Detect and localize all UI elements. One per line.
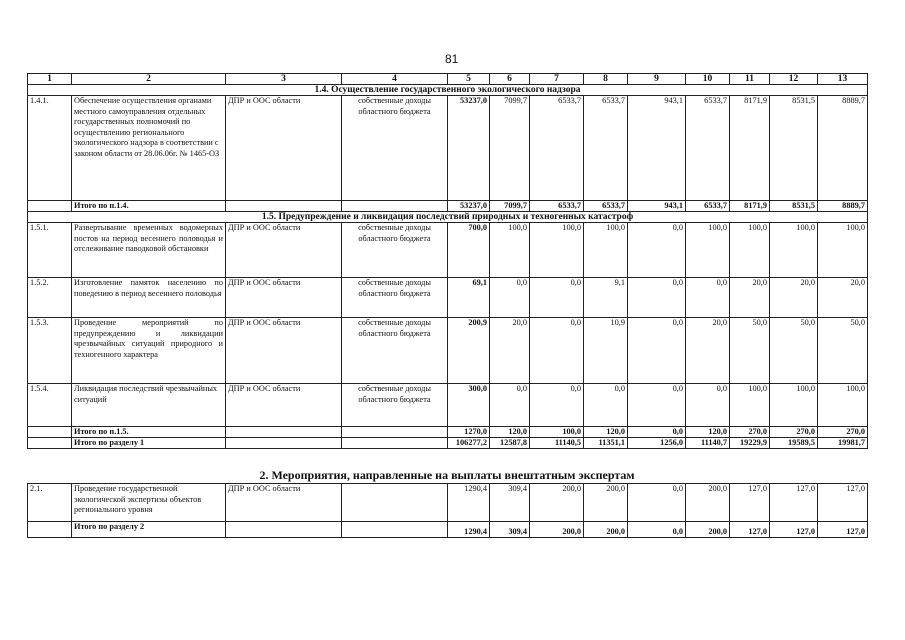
total-row — [28, 201, 868, 212]
cell-value: 127,0 — [770, 522, 818, 538]
cell-value: 100,0 — [770, 384, 818, 427]
row-code: 1.5.3. — [28, 318, 72, 384]
cell-value: 200,9 — [448, 318, 490, 384]
table-row — [28, 278, 868, 318]
cell-value: 6533,7 — [530, 96, 584, 201]
cell-value: 309,4 — [490, 484, 530, 522]
row-name: Изготовление памяток населению по поведению в период весеннего половодья — [72, 278, 226, 318]
cell-value: 20,0 — [818, 278, 868, 318]
cell-value: 0,0 — [628, 427, 686, 438]
row-code: 1.5.4. — [28, 384, 72, 427]
section-title: 1.5. Предупреждение и ликвидация последствий природных и техногенных катастроф — [28, 212, 868, 223]
row-name: Проведение мероприятий по предупреждению и ликвидации чрезвычайных ситуаций природного и техногенного характера — [72, 318, 226, 384]
cell-value: 200,0 — [530, 484, 584, 522]
col-header: 8 — [584, 74, 628, 85]
cell-value: 1290,4 — [448, 522, 490, 538]
cell-value: 700,0 — [448, 223, 490, 278]
row-source — [342, 484, 448, 522]
col-header: 11 — [730, 74, 770, 85]
col-header: 1 — [28, 74, 72, 85]
cell-value: 0,0 — [530, 278, 584, 318]
cell-value: 1270,0 — [448, 427, 490, 438]
row-executor: ДПР и ООС области — [226, 318, 342, 384]
row-code: 1.4.1. — [28, 96, 72, 201]
total-label: Итого по разделу 1 — [72, 438, 226, 449]
cell-value: 127,0 — [730, 484, 770, 522]
cell-value: 200,0 — [686, 522, 730, 538]
cell-value: 100,0 — [818, 223, 868, 278]
cell-value: 9,1 — [584, 278, 628, 318]
table-row — [28, 318, 868, 384]
section-title: 1.4. Осуществление государственного экологического надзора — [28, 85, 868, 96]
row-source: собственные доходы областного бюджета — [342, 384, 448, 427]
total-label: Итого по п.1.4. — [72, 201, 226, 212]
cell-value: 0,0 — [490, 384, 530, 427]
table-row — [28, 484, 868, 522]
col-header: 5 — [448, 74, 490, 85]
table-row — [28, 384, 868, 427]
col-header: 2 — [72, 74, 226, 85]
page-number: 81 — [445, 52, 459, 66]
column-header-row — [28, 74, 868, 85]
row-executor: ДПР и ООС области — [226, 223, 342, 278]
row-source: собственные доходы областного бюджета — [342, 223, 448, 278]
cell-value: 127,0 — [770, 484, 818, 522]
col-header: 4 — [342, 74, 448, 85]
cell-value: 7099,7 — [490, 201, 530, 212]
total-row — [28, 427, 868, 438]
cell-value: 53237,0 — [448, 201, 490, 212]
cell-value: 120,0 — [584, 427, 628, 438]
row-source: собственные доходы областного бюджета — [342, 278, 448, 318]
cell-value: 0,0 — [490, 278, 530, 318]
cell-value: 200,0 — [686, 484, 730, 522]
row-name: Обеспечение осуществления органами местного самоуправления отдельных государственных полномочий по осуществлению регионального экологического надзора в соответствии с законом области от 28.06.06г. № 1465-ОЗ — [72, 96, 226, 201]
cell-value: 127,0 — [730, 522, 770, 538]
col-header: 12 — [770, 74, 818, 85]
row-source: собственные доходы областного бюджета — [342, 318, 448, 384]
cell-value: 100,0 — [686, 223, 730, 278]
section-title: 2. Мероприятия, направленные на выплаты внештатным экспертам — [259, 468, 635, 482]
cell-value: 7099,7 — [490, 96, 530, 201]
table-row — [28, 96, 868, 201]
cell-value: 0,0 — [628, 384, 686, 427]
section-heading-row — [28, 212, 868, 223]
cell-value: 11140,5 — [530, 438, 584, 449]
cell-value: 20,0 — [490, 318, 530, 384]
total-label: Итого по разделу 2 — [72, 522, 226, 538]
row-executor: ДПР и ООС области — [226, 484, 342, 522]
total-row — [28, 522, 868, 538]
cell-value: 11140,7 — [686, 438, 730, 449]
row-code: 1.5.2. — [28, 278, 72, 318]
cell-value: 10,9 — [584, 318, 628, 384]
cell-value: 6533,7 — [686, 96, 730, 201]
cell-value: 20,0 — [730, 278, 770, 318]
col-header: 10 — [686, 74, 730, 85]
cell-value: 200,0 — [584, 522, 628, 538]
table-row — [28, 223, 868, 278]
cell-value: 53237,0 — [448, 96, 490, 201]
col-header: 6 — [490, 74, 530, 85]
cell-value: 0,0 — [686, 384, 730, 427]
cell-value: 100,0 — [530, 427, 584, 438]
cell-value: 1290,4 — [448, 484, 490, 522]
cell-value: 6533,7 — [584, 96, 628, 201]
cell-value: 0,0 — [530, 318, 584, 384]
cell-value: 8171,9 — [730, 96, 770, 201]
cell-value: 8531,5 — [770, 201, 818, 212]
total-row — [28, 438, 868, 449]
row-executor: ДПР и ООС области — [226, 278, 342, 318]
col-header: 3 — [226, 74, 342, 85]
cell-value: 200,0 — [530, 522, 584, 538]
cell-value: 0,0 — [628, 522, 686, 538]
cell-value: 120,0 — [686, 427, 730, 438]
row-source: собственные доходы областного бюджета — [342, 96, 448, 201]
cell-value: 0,0 — [584, 384, 628, 427]
cell-value: 11351,1 — [584, 438, 628, 449]
cell-value: 0,0 — [628, 318, 686, 384]
cell-value: 100,0 — [530, 223, 584, 278]
cell-value: 100,0 — [730, 384, 770, 427]
cell-value: 8171,9 — [730, 201, 770, 212]
cell-value: 20,0 — [770, 278, 818, 318]
cell-value: 0,0 — [628, 223, 686, 278]
cell-value: 50,0 — [818, 318, 868, 384]
total-label: Итого по п.1.5. — [72, 427, 226, 438]
cell-value: 0,0 — [530, 384, 584, 427]
cell-value: 19589,5 — [770, 438, 818, 449]
cell-value: 100,0 — [730, 223, 770, 278]
cell-value: 50,0 — [770, 318, 818, 384]
row-name: Ликвидация последствий чрезвычайных ситуаций — [72, 384, 226, 427]
row-code: 1.5.1. — [28, 223, 72, 278]
row-code: 2.1. — [28, 484, 72, 522]
cell-value: 69,1 — [448, 278, 490, 318]
cell-value: 127,0 — [818, 484, 868, 522]
budget-table-section-2 — [27, 483, 868, 538]
cell-value: 50,0 — [730, 318, 770, 384]
cell-value: 8889,7 — [818, 96, 868, 201]
cell-value: 20,0 — [686, 318, 730, 384]
cell-value: 0,0 — [628, 278, 686, 318]
cell-value: 6533,7 — [584, 201, 628, 212]
cell-value: 19981,7 — [818, 438, 868, 449]
cell-value: 270,0 — [818, 427, 868, 438]
col-header: 9 — [628, 74, 686, 85]
cell-value: 1256,0 — [628, 438, 686, 449]
cell-value: 100,0 — [770, 223, 818, 278]
cell-value: 8889,7 — [818, 201, 868, 212]
cell-value: 943,1 — [628, 96, 686, 201]
cell-value: 100,0 — [584, 223, 628, 278]
cell-value: 6533,7 — [686, 201, 730, 212]
cell-value: 100,0 — [818, 384, 868, 427]
cell-value: 943,1 — [628, 201, 686, 212]
cell-value: 6533,7 — [530, 201, 584, 212]
cell-value: 12587,8 — [490, 438, 530, 449]
cell-value: 309,4 — [490, 522, 530, 538]
cell-value: 120,0 — [490, 427, 530, 438]
col-header: 13 — [818, 74, 868, 85]
cell-value: 106277,2 — [448, 438, 490, 449]
cell-value: 8531,5 — [770, 96, 818, 201]
cell-value: 270,0 — [730, 427, 770, 438]
budget-table-section-1 — [27, 73, 868, 449]
row-executor: ДПР и ООС области — [226, 96, 342, 201]
cell-value: 0,0 — [628, 484, 686, 522]
cell-value: 127,0 — [818, 522, 868, 538]
cell-value: 200,0 — [584, 484, 628, 522]
col-header: 7 — [530, 74, 584, 85]
row-executor: ДПР и ООС области — [226, 384, 342, 427]
cell-value: 100,0 — [490, 223, 530, 278]
cell-value: 300,0 — [448, 384, 490, 427]
cell-value: 270,0 — [770, 427, 818, 438]
row-name: Проведение государственной экологической экспертизы объектов регионального уровня — [72, 484, 226, 522]
section-heading-row — [28, 85, 868, 96]
row-name: Развертывание временных водомерных постов на период весеннего половодья и отслеживание паводковой обстановки — [72, 223, 226, 278]
cell-value: 19229,9 — [730, 438, 770, 449]
cell-value: 0,0 — [686, 278, 730, 318]
